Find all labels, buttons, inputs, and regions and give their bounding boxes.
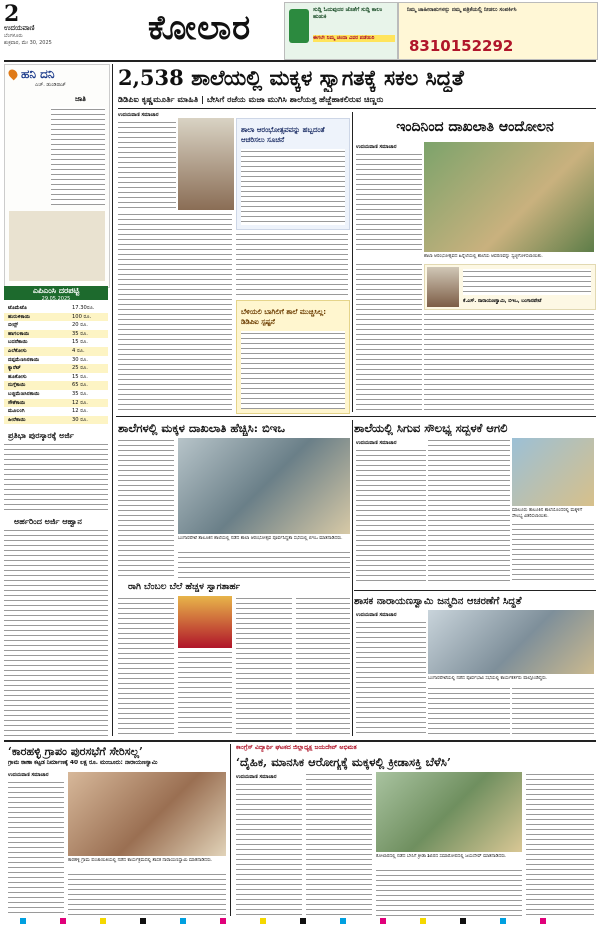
lead-body-col2 bbox=[236, 232, 348, 296]
bottom-byline-left: ಉದಯವಾಣಿ ಸಮಾಚಾರ bbox=[8, 772, 49, 778]
beo-quote-text bbox=[463, 269, 591, 295]
ad-left-sub: ಈಗಲೇ ನಿಮ್ಮ ಚಂದಾ ವಿವರ ಪಡೆಯಿರಿ bbox=[313, 35, 395, 42]
ragi-headline: ರಾಗಿ ಬೆಂಬಲ ಬೆಲೆ ಹೆಚ್ಚಳ ಸ್ವಾಗತಾರ್ಹ bbox=[128, 582, 241, 592]
left-story-1-title: ಪ್ರತಿಭಾ ಪುರಸ್ಕಾರಕ್ಕೆ ಅರ್ಜಿ bbox=[8, 430, 74, 440]
right-story-byline: ಉದಯವಾಣಿ ಸಮಾಚಾರ bbox=[356, 144, 397, 150]
bottom-right-body-4 bbox=[526, 772, 594, 916]
honey-title: ಹನಿ ದನಿ bbox=[21, 67, 55, 81]
ragi-body-2 bbox=[178, 650, 232, 736]
edition-title: ಕೋಲಾರ bbox=[148, 8, 252, 48]
bottom-headline-left: ‘ಕಾರಹಳ್ಳಿ ಗ್ರಾಪಂ ಪುರಸಭೆಗೆ ಸೇರಿಸಲ್ಲ’ bbox=[8, 745, 143, 758]
ad-phone-icon bbox=[289, 9, 309, 43]
rate-item-price: 30 ರೂ. bbox=[72, 356, 88, 363]
karahalli-event-caption: ಕಾರಹಳ್ಳಿ ಗ್ರಾಮ ಪಂಚಾಯಿತಿಯಲ್ಲಿ ನಡೆದ ಕಾರ್ಯಕ್ರಮದಲ್ಲಿ ಶಾಸಕ ನಾರಾಯಣಸ್ವಾಮಿ ಮಾತನಾಡಿದರು. bbox=[68, 858, 213, 863]
rate-item-name: ಹುರುಳಿಕಾಯಿ bbox=[8, 313, 31, 320]
rate-item-name: ಹೂಕೋಸು bbox=[8, 373, 27, 380]
rate-item-name: ಬೀನ್ಸ್ bbox=[8, 322, 19, 329]
rate-item-name: ಬದನೆಕಾಯಿ bbox=[8, 339, 28, 346]
mid-right-body-2 bbox=[428, 438, 510, 584]
rate-item-price: 65 ರೂ. bbox=[72, 382, 88, 389]
bottom-right-body-3 bbox=[376, 868, 522, 916]
honey-illustration bbox=[9, 211, 105, 281]
rate-item-price: 12 ರೂ. bbox=[72, 399, 88, 406]
section-rule-1 bbox=[116, 416, 596, 417]
ad-left-text: ಸುದ್ದಿ ಓದುವುದರ ಜೊತೆಗೆ ಸುದ್ದಿ ಕಾಲಂ ಹುಡುಕಿ bbox=[313, 7, 383, 20]
bottom-right-body-1 bbox=[236, 782, 302, 916]
lead-byline: ಉದಯವಾಣಿ ಸಮಾಚಾರ bbox=[118, 112, 159, 118]
rate-item-name: ಕ್ಯಾರೆಟ್ bbox=[8, 365, 21, 372]
rate-item-price: 35 ರೂ. bbox=[72, 391, 88, 397]
rate-item-price: 4 ರೂ. bbox=[72, 348, 85, 354]
rate-row bbox=[4, 381, 108, 390]
mid-right-body-1 bbox=[356, 448, 426, 584]
karahalli-event-photo bbox=[68, 772, 226, 856]
left-story-2-title: ಅರ್ಹರಿಂದ ಅರ್ಜಿ ಆಹ್ವಾನ bbox=[14, 516, 82, 526]
lead-body-col1 bbox=[118, 120, 176, 210]
rate-row bbox=[4, 399, 108, 408]
dateline: ಶುಕ್ರವಾರ, ಮೇ 30, 2025 bbox=[4, 40, 52, 46]
paper-name: ಉದಯವಾಣಿ bbox=[4, 24, 35, 32]
lead-deck: ಡಿಡಿಪಿಐ ಕೃಷ್ಣಮೂರ್ತಿ ಮಾಹಿತಿ | ಬೇಸಿಗೆ ರಜೆಯ ಮಜಾ ಮುಗಿಸಿ ಶಾಲೆಯತ್ತ ಹೆಜ್ಜೆಹಾಕಲಿರುವ ಚಿಣ್ಣರು bbox=[118, 94, 384, 104]
rate-item-price: 25 ರೂ. bbox=[72, 365, 88, 372]
beo-portrait bbox=[427, 267, 459, 307]
rate-item-price: 35 ರೂ. bbox=[72, 330, 88, 337]
mla-meeting-photo bbox=[428, 610, 594, 674]
honey-drop-icon bbox=[7, 68, 20, 81]
ragi-speaker-photo bbox=[178, 596, 232, 648]
rate-item-name: ಟೊಮೆಟೊ bbox=[8, 305, 27, 311]
rate-row bbox=[4, 364, 108, 373]
rate-row bbox=[4, 390, 108, 399]
rate-item-price: 15 ರೂ. bbox=[72, 373, 88, 380]
beo-quote-name: ಕೆ.ಎಸ್. ನಾರಾಯಣಸ್ವಾಮಿ, ಬಿಇಒ, ಬಂಗಾರಪೇಟೆ bbox=[463, 299, 542, 304]
rate-row bbox=[4, 347, 108, 356]
rate-row bbox=[4, 304, 108, 313]
bottom-column-divider bbox=[230, 744, 231, 916]
rate-row bbox=[4, 356, 108, 365]
rate-row bbox=[4, 321, 108, 330]
bottom-right-body-2 bbox=[306, 772, 372, 916]
honey-dani-box bbox=[4, 64, 110, 288]
school-facility-caption: ಮಾಲೂರು ತಾಲೂಕಿನ ಶಾಲೆಯೊಂದರಲ್ಲಿ ಮಕ್ಕಳಿಗೆ ಸೌಲಭ್ಯ ವಿತರಿಸಲಾಯಿತು. bbox=[512, 508, 583, 519]
lead-quote-2-body bbox=[241, 331, 345, 409]
rate-item-price: 100 ರೂ. bbox=[72, 313, 92, 320]
rate-item-price: 12 ರೂ. bbox=[72, 408, 88, 415]
rate-item-name: ಎಲೆಕೋಸು bbox=[8, 348, 27, 354]
third-byline: ಉದಯವಾಣಿ ಸಮಾಚಾರ bbox=[356, 612, 397, 618]
third-headline: ಶಾಸಕ ನಾರಾಯಣಸ್ವಾಮಿ ಜನ್ಮದಿನ ಆಚರಣೆಗೆ ಸಿದ್ಧತೆ bbox=[354, 595, 522, 607]
right-story-body-2 bbox=[356, 262, 422, 412]
header-rule bbox=[4, 60, 596, 62]
bottom-kicker-right: ಕಾಂಗ್ರೆಸ್ ವಿದ್ಯಾರ್ಥಿ ಘಟಕದ ಜಿಲ್ಲಾಧ್ಯಕ್ಷ ಜಯದೇವ್ ಅಭಿಮತ bbox=[236, 744, 357, 751]
third-body-3 bbox=[512, 686, 594, 736]
school-cleanup-caption: ಶಾಲಾ ಆರಂಭೋತ್ಸವದ ಹಿನ್ನೆಲೆಯಲ್ಲಿ ಶಾಲೆಯ ಆವರಣವನ್ನು ಸ್ವಚ್ಛಗೊಳಿಸಲಾಯಿತು. bbox=[424, 254, 543, 259]
lead-quote-box-2 bbox=[236, 300, 350, 414]
left-column-divider bbox=[112, 64, 113, 736]
bottom-left-body-2 bbox=[68, 872, 226, 916]
apmc-rates-title: ಎಪಿಎಂಸಿ ದರಪಟ್ಟಿ bbox=[4, 286, 108, 300]
honey-poem-text bbox=[51, 107, 105, 205]
right-story-headline: ಇಂದಿನಿಂದ ದಾಖಲಾತಿ ಆಂದೋಲನ bbox=[396, 119, 554, 135]
third-body-1 bbox=[356, 620, 426, 736]
honey-subtitle: ಜಾತಿ bbox=[75, 95, 86, 103]
rate-item-name: ಮೂಲಂಗಿ bbox=[8, 408, 25, 415]
rate-item-price: 30 ರೂ. bbox=[72, 416, 88, 423]
section-rule-3 bbox=[4, 740, 596, 742]
rate-item-name: ಹಾಗಲಕಾಯಿ bbox=[8, 330, 30, 337]
ragi-body-3 bbox=[236, 596, 292, 736]
lead-quote-1: ಶಾಲಾ ಆರಂಭೋತ್ಸವವನ್ನು ಹಬ್ಬದಂತೆ ಆಚರಿಸಲು ಸೂಚನೆ bbox=[241, 126, 325, 144]
rate-item-name: ಹೀರೆಕಾಯಿ bbox=[8, 416, 26, 423]
lead-column-divider bbox=[352, 112, 353, 412]
paper-city: ಬೆಂಗಳೂರು bbox=[4, 33, 23, 39]
lead-body-col1-lower bbox=[118, 212, 232, 412]
header-ad-right bbox=[398, 2, 598, 60]
right-story-body-3 bbox=[424, 312, 594, 412]
beo-meeting-photo bbox=[178, 438, 350, 534]
school-facility-photo bbox=[512, 438, 594, 506]
lead-quote-2: ಬೆಳಿಯಲಿ ಬಾಗಿಲಿಗೆ ಶಾಲೆ ಮುಚ್ಚಿಸಿಲ್ಲ: ಡಿಡಿಪಿಐ ಸ್ಪಷ್ಟನೆ bbox=[241, 308, 327, 326]
sports-camp-caption: ಕೋಲಾರದಲ್ಲಿ ನಡೆದ ಬೇಸಿಗೆ ಕ್ರೀಡಾ ಶಿಬಿರದ ಸಮಾರೋಪದಲ್ಲಿ ಜಯದೇವ್ ಮಾತನಾಡಿದರು. bbox=[376, 854, 507, 859]
lead-quote-box-1 bbox=[236, 118, 350, 230]
mla-meeting-caption: ಬಂಗಾರಪೇಟೆಯಲ್ಲಿ ನಡೆದ ಪೂರ್ವಭಾವಿ ಸಭೆಯಲ್ಲಿ ಕಾರ್ಯಕರ್ತರು ಪಾಲ್ಗೊಂಡಿದ್ದರು. bbox=[428, 676, 548, 681]
mid-left-body-1 bbox=[118, 438, 174, 578]
school-cleanup-photo bbox=[424, 142, 594, 252]
bottom-deck-left: ಗ್ರಾಮ ಠಾಣಾ ಕಟ್ಟಡ ನಿರ್ಮಾಣಕ್ಕೆ 40 ಲಕ್ಷ ರೂ. ಮಂಜೂರು: ನಾರಾಯಣಸ್ವಾಮಿ bbox=[8, 760, 158, 766]
ragi-body-1 bbox=[118, 596, 174, 736]
page-number: 2 bbox=[4, 1, 20, 27]
bottom-left-body-1 bbox=[8, 780, 64, 916]
registration-marks bbox=[20, 918, 580, 924]
beo-quote-box bbox=[424, 264, 596, 310]
mid-headline-left: ಶಾಲೆಗಳಲ್ಲಿ ಮಕ್ಕಳ ದಾಖಲಾತಿ ಹೆಚ್ಚಿಸಿ: ಬಿಇಒ bbox=[118, 421, 285, 435]
rate-item-name: ನುಗ್ಗೆಕಾಯಿ bbox=[8, 382, 26, 389]
mid-left-body-2 bbox=[178, 550, 350, 578]
rate-item-price: 20 ರೂ. bbox=[72, 322, 88, 329]
header-ad-left bbox=[284, 2, 398, 60]
rate-row bbox=[4, 313, 108, 322]
mid-column-divider bbox=[352, 420, 353, 736]
mid-right-byline: ಉದಯವಾಣಿ ಸಮಾಚಾರ bbox=[356, 440, 397, 446]
mid-headline-right: ಶಾಲೆಯಲ್ಲಿ ಸಿಗುವ ಸೌಲಭ್ಯ ಸದ್ಬಳಕೆ ಆಗಲಿ bbox=[354, 421, 508, 435]
beo-meeting-caption: ಬಂಗಾರಪೇಟೆ ತಾಲೂಕಿನ ಶಾಲೆಯಲ್ಲಿ ನಡೆದ ಶಾಲಾ ಆರಂಭೋತ್ಸವ ಪೂರ್ವಸಿದ್ಧತಾ ಸಭೆಯಲ್ಲಿ ಬಿಇಒ ಮಾತನಾಡಿದರು. bbox=[178, 536, 343, 541]
lead-quote-1-body bbox=[241, 149, 345, 225]
rate-row bbox=[4, 416, 108, 425]
rate-row bbox=[4, 407, 108, 416]
section-rule-2 bbox=[354, 590, 596, 591]
rate-item-price: 15 ರೂ. bbox=[72, 339, 88, 346]
ad-right-phone: 8310152292 bbox=[409, 37, 514, 55]
rate-row bbox=[4, 338, 108, 347]
third-body-2 bbox=[428, 686, 510, 736]
rate-item-name: ಸೌತೆಕಾಯಿ bbox=[8, 399, 26, 406]
left-story-1-body bbox=[4, 442, 108, 510]
ad-right-text: ನಿಮ್ಮ ಜಾಹೀರಾತುಗಳನ್ನು ನಮ್ಮ ಪತ್ರಿಕೆಯಲ್ಲಿ ನೀಡಲು ಸಂಪರ್ಕಿಸಿ bbox=[407, 7, 517, 13]
bottom-headline-right: ‘ದೈಹಿಕ, ಮಾನಸಿಕ ಆರೋಗ್ಯಕ್ಕೆ ಮಕ್ಕಳಲ್ಲಿ ಕ್ರೀಡಾಸಕ್ತಿ ಬೆಳೆಸಿ’ bbox=[236, 755, 451, 769]
mid-right-body-3 bbox=[512, 522, 594, 584]
left-story-2-body bbox=[4, 528, 108, 736]
rate-row bbox=[4, 330, 108, 339]
lead-headline: 2,538 ಶಾಲೆಯಲ್ಲಿ ಮಕ್ಕಳ ಸ್ವಾಗತಕ್ಕೆ ಸಕಲ ಸಿದ್ಧತೆ bbox=[118, 65, 464, 90]
ragi-body-4 bbox=[296, 596, 350, 736]
honey-author: ಎಚ್. ಡುಂಡಿರಾಜ್ bbox=[35, 82, 66, 88]
ddpi-portrait-photo bbox=[178, 118, 234, 210]
right-story-body-1 bbox=[356, 152, 422, 254]
rate-item-name: ದಪ್ಪಮೆಣಸಿನಕಾಯಿ bbox=[8, 356, 40, 363]
rate-row bbox=[4, 373, 108, 382]
rate-item-price: 17.30ರೂ. bbox=[72, 305, 95, 311]
bottom-byline-right: ಉದಯವಾಣಿ ಸಮಾಚಾರ bbox=[236, 774, 277, 780]
apmc-rates-date: 29.05.2025 bbox=[41, 296, 71, 302]
rate-item-name: ಬಜ್ಜಿಮೆಣಸಿನಕಾಯಿ bbox=[8, 391, 40, 397]
lead-deck-rule bbox=[118, 108, 596, 109]
sports-camp-photo bbox=[376, 772, 522, 852]
